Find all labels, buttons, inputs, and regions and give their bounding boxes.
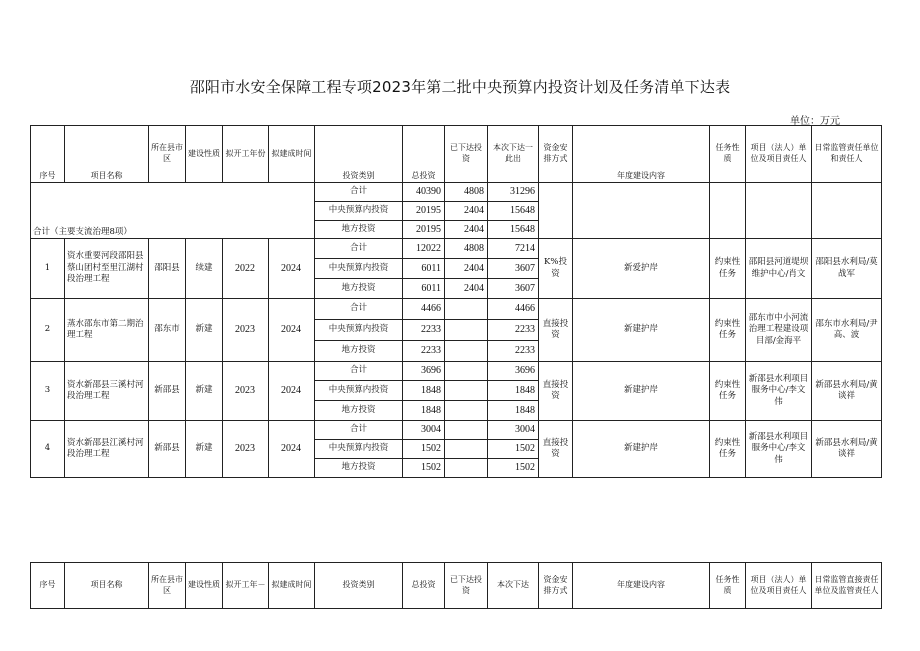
project-name: 资水新邵县江溪村河段治理工程 (65, 421, 149, 478)
total-investment: 1848 (403, 401, 445, 421)
project-supervisor: 邵东市水利局/尹高、波 (812, 299, 882, 362)
issued-investment: 2404 (445, 259, 488, 279)
project-funding: 直接投资 (539, 421, 573, 478)
current-investment: 7214 (488, 239, 539, 259)
header-county: 所在县市区 (149, 126, 186, 183)
header-content: 年度建设内容 (573, 126, 710, 183)
current-investment: 15648 (488, 202, 539, 221)
project-task: 约束性任务 (710, 299, 746, 362)
investment-type: 地方投资 (315, 221, 403, 239)
total-investment: 2233 (403, 320, 445, 341)
header-seq: 序号 (31, 126, 65, 183)
project-task: 约束性任务 (710, 239, 746, 299)
header2-issued: 已下达投资 (445, 563, 488, 609)
plan-table-continued (30, 562, 882, 609)
issued-investment: 4808 (445, 239, 488, 259)
project-funding: K%投资 (539, 239, 573, 299)
current-investment: 4466 (488, 299, 539, 320)
total-investment: 20195 (403, 202, 445, 221)
project-nature: 新建 (186, 421, 223, 478)
project-start-year: 2022 (223, 239, 269, 299)
total-investment: 1502 (403, 459, 445, 478)
issued-investment (445, 320, 488, 341)
header-funding: 资金安排方式 (539, 126, 573, 183)
project-supervisor: 新邵县水利局/黄谈祥 (812, 362, 882, 421)
summary-legal (746, 183, 812, 239)
current-investment: 31296 (488, 183, 539, 202)
issued-investment (445, 341, 488, 362)
project-county: 新邵县 (149, 362, 186, 421)
header-total: 总投资 (403, 126, 445, 183)
investment-type: 合计 (315, 183, 403, 202)
project-end-year: 2024 (269, 299, 315, 362)
project-legal-unit: 邵东市中小河流治理工程建设项目部/金海平 (746, 299, 812, 362)
summary-row (31, 183, 882, 202)
current-investment: 2233 (488, 320, 539, 341)
header-task: 任务性质 (710, 126, 746, 183)
project-seq: 3 (31, 362, 65, 421)
header-supervise: 日常监管责任单位和责任人 (812, 126, 882, 183)
investment-type: 地方投资 (315, 401, 403, 421)
project-row (31, 239, 882, 259)
investment-type: 合计 (315, 299, 403, 320)
project-content: 新建护岸 (573, 299, 710, 362)
header-issued: 已下达投资 (445, 126, 488, 183)
header-type: 投资类别 (315, 126, 403, 183)
project-county: 新邵县 (149, 421, 186, 478)
investment-type: 地方投资 (315, 459, 403, 478)
header2-nature: 建设性质 (186, 563, 223, 609)
summary-task (710, 183, 746, 239)
investment-type: 中央预算内投资 (315, 320, 403, 341)
current-investment: 1848 (488, 381, 539, 401)
current-investment: 1502 (488, 440, 539, 459)
project-start-year: 2023 (223, 299, 269, 362)
project-start-year: 2023 (223, 421, 269, 478)
current-investment: 1848 (488, 401, 539, 421)
total-investment: 12022 (403, 239, 445, 259)
investment-type: 中央预算内投资 (315, 381, 403, 401)
header-current: 本次下达一此出 (488, 126, 539, 183)
header2-total: 总投资 (403, 563, 445, 609)
summary-supervise (812, 183, 882, 239)
current-investment: 2233 (488, 341, 539, 362)
header-row (31, 126, 882, 183)
investment-type: 中央预算内投资 (315, 440, 403, 459)
investment-type: 中央预算内投资 (315, 202, 403, 221)
project-name: 资水重要河段邵阳县蔡山团村至里江湖村段治理工程 (65, 239, 149, 299)
project-end-year: 2024 (269, 362, 315, 421)
issued-investment (445, 299, 488, 320)
total-investment: 2233 (403, 341, 445, 362)
project-name: 资水新邵县三溪村河段治理工程 (65, 362, 149, 421)
header2-name: 项目名称 (65, 563, 149, 609)
current-investment: 3004 (488, 421, 539, 440)
project-content: 新爱护岸 (573, 239, 710, 299)
project-nature: 新建 (186, 362, 223, 421)
investment-type: 合计 (315, 362, 403, 381)
header-row-continued (31, 563, 882, 609)
investment-type: 地方投资 (315, 341, 403, 362)
investment-type: 地方投资 (315, 279, 403, 299)
project-county: 邵阳县 (149, 239, 186, 299)
issued-investment: 2404 (445, 221, 488, 239)
project-task: 约束性任务 (710, 362, 746, 421)
current-investment: 3696 (488, 362, 539, 381)
header2-funding: 资金安排方式 (539, 563, 573, 609)
project-name: 蒸水邵东市第二期治理工程 (65, 299, 149, 362)
issued-investment (445, 421, 488, 440)
project-end-year: 2024 (269, 421, 315, 478)
summary-content (573, 183, 710, 239)
project-funding: 直接投资 (539, 362, 573, 421)
total-investment: 3696 (403, 362, 445, 381)
project-seq: 1 (31, 239, 65, 299)
project-seq: 2 (31, 299, 65, 362)
header-end: 拟建成时间 (269, 126, 315, 183)
plan-table (30, 125, 882, 478)
total-investment: 1502 (403, 440, 445, 459)
project-nature: 续建 (186, 239, 223, 299)
project-supervisor: 邵阳县水利局/莫战军 (812, 239, 882, 299)
header2-start: 拟开工年－ (223, 563, 269, 609)
header2-task: 任务性质 (710, 563, 746, 609)
current-investment: 15648 (488, 221, 539, 239)
project-seq: 4 (31, 421, 65, 478)
page-title: 邵阳市水安全保障工程专项2023年第二批中央预算内投资计划及任务清单下达表 (189, 78, 731, 96)
project-content: 新建护岸 (573, 421, 710, 478)
project-task: 约束性任务 (710, 421, 746, 478)
header-legal: 项目（法人）单位及项目责任人 (746, 126, 812, 183)
issued-investment: 2404 (445, 202, 488, 221)
header2-content: 年度建设内容 (573, 563, 710, 609)
project-row (31, 299, 882, 320)
current-investment: 3607 (488, 279, 539, 299)
header-nature: 建设性质 (186, 126, 223, 183)
project-legal-unit: 新邵县水利项目服务中心/李文伟 (746, 421, 812, 478)
summary-funding (539, 183, 573, 239)
total-investment: 1848 (403, 381, 445, 401)
issued-investment (445, 362, 488, 381)
issued-investment (445, 401, 488, 421)
investment-type: 合计 (315, 239, 403, 259)
project-legal-unit: 新邵县水利项目服务中心/李文伟 (746, 362, 812, 421)
project-supervisor: 新邵县水利局/黄谈祥 (812, 421, 882, 478)
project-content: 新建护岸 (573, 362, 710, 421)
issued-investment (445, 381, 488, 401)
total-investment: 6011 (403, 279, 445, 299)
unit-label: 单位：万元 (790, 116, 840, 127)
project-start-year: 2023 (223, 362, 269, 421)
issued-investment (445, 459, 488, 478)
project-row (31, 421, 882, 440)
project-legal-unit: 邵阳县河道堤坝维护中心/肖文 (746, 239, 812, 299)
issued-investment: 2404 (445, 279, 488, 299)
header2-end: 拟建成时间 (269, 563, 315, 609)
summary-label: 合计（主要支流治理8项） (31, 183, 315, 239)
header2-current: 本次下达 (488, 563, 539, 609)
issued-investment (445, 440, 488, 459)
total-investment: 20195 (403, 221, 445, 239)
header2-supervise: 日常监管直接责任单位及监管责任人 (812, 563, 882, 609)
current-investment: 3607 (488, 259, 539, 279)
current-investment: 1502 (488, 459, 539, 478)
total-investment: 6011 (403, 259, 445, 279)
investment-type: 中央预算内投资 (315, 259, 403, 279)
project-end-year: 2024 (269, 239, 315, 299)
total-investment: 40390 (403, 183, 445, 202)
header2-type: 投资类别 (315, 563, 403, 609)
project-nature: 新建 (186, 299, 223, 362)
header2-seq: 序号 (31, 563, 65, 609)
total-investment: 3004 (403, 421, 445, 440)
project-county: 邵东市 (149, 299, 186, 362)
header2-county: 所在县市区 (149, 563, 186, 609)
project-row (31, 362, 882, 381)
project-funding: 直接投资 (539, 299, 573, 362)
header-name: 项目名称 (65, 126, 149, 183)
header2-legal: 项目（法人）单位及项目责任人 (746, 563, 812, 609)
investment-type: 合计 (315, 421, 403, 440)
total-investment: 4466 (403, 299, 445, 320)
issued-investment: 4808 (445, 183, 488, 202)
header-start: 拟开工年份 (223, 126, 269, 183)
